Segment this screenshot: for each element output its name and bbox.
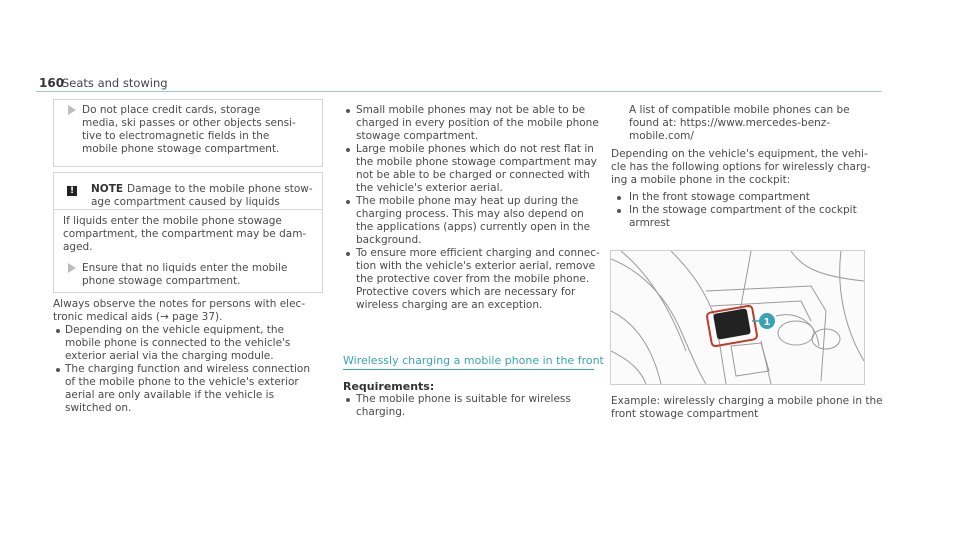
tip-box xyxy=(53,99,323,167)
link-underline xyxy=(343,369,594,370)
note-action-line: phone stowage compartment. xyxy=(82,275,241,287)
paragraph-line: tronic medical aids (→ page 37). xyxy=(53,311,223,323)
callout-number: 1 xyxy=(763,317,771,328)
list-item-line: background. xyxy=(356,234,422,246)
paragraph-line: Always observe the notes for persons with elec- xyxy=(53,298,306,310)
note-label: NOTE xyxy=(91,183,124,195)
list-item-line: Protective covers which are necessary for xyxy=(356,286,576,298)
note-header xyxy=(54,173,322,210)
list-item-line: switched on. xyxy=(65,402,132,414)
figure-caption-line: front stowage compartment xyxy=(611,408,759,420)
list-item-line: Large mobile phones which do not rest flat in xyxy=(356,143,594,155)
list-item-line: wireless charging are an exception. xyxy=(356,299,543,311)
list-item-line: mobile phone is connected to the vehicle's xyxy=(65,337,291,349)
page-number: 160 xyxy=(39,76,65,90)
paragraph-line: A list of compatible mobile phones can be xyxy=(629,104,850,116)
list-item-line: The charging function and wireless connection xyxy=(65,363,310,375)
note-heading-line: age compartment caused by liquids xyxy=(91,196,280,208)
figure-caption-line: Example: wirelessly charging a mobile phone in the xyxy=(611,395,883,407)
list-item-line: The mobile phone may heat up during the xyxy=(356,195,579,207)
bullet-icon xyxy=(617,209,621,213)
note-body-line: aged. xyxy=(63,241,93,253)
bullet-icon xyxy=(346,109,350,113)
list-item-line: exterior aerial via the charging module. xyxy=(65,350,274,362)
list-item-line: charging process. This may also depend on xyxy=(356,208,584,220)
list-item-line: charged in every position of the mobile phone xyxy=(356,117,599,129)
requirements-label: Requirements: xyxy=(343,380,435,393)
list-item-line: tion with the vehicle's exterior aerial, remove xyxy=(356,260,596,272)
paragraph-line: mobile.com/ xyxy=(629,130,694,142)
list-item-line: the mobile phone stowage compartment may xyxy=(356,156,597,168)
header-divider xyxy=(36,91,882,92)
mobile-phone-icon xyxy=(706,305,757,346)
list-item-line: To ensure more efficient charging and connec- xyxy=(356,247,600,259)
bullet-icon xyxy=(346,200,350,204)
bullet-icon xyxy=(346,398,350,402)
bullet-icon xyxy=(617,196,621,200)
paragraph-line: found at: https://www.mercedes-benz- xyxy=(629,117,831,129)
note-box xyxy=(53,172,323,293)
cockpit-line-drawing xyxy=(611,251,864,384)
section-link-wireless-charging[interactable]: Wirelessly charging a mobile phone in the front xyxy=(343,354,604,367)
tip-line: mobile phone stowage compartment. xyxy=(82,143,280,155)
bullet-icon xyxy=(56,368,60,372)
action-arrow-icon xyxy=(68,105,76,115)
tip-line: tive to electromagnetic fields in the xyxy=(82,130,270,142)
note-heading-line: Damage to the mobile phone stow- xyxy=(127,183,313,195)
list-item-line: Small mobile phones may not be able to be xyxy=(356,104,586,116)
note-body-line: compartment, the compartment may be dam- xyxy=(63,228,307,240)
tip-line: media, ski passes or other objects sensi- xyxy=(82,117,296,129)
list-item-line: not be able to be charged or connected with xyxy=(356,169,590,181)
section-title: Seats and stowing xyxy=(62,76,168,90)
list-item-line: the vehicle's exterior aerial. xyxy=(356,182,503,194)
action-arrow-icon xyxy=(68,263,76,273)
list-item-line: The mobile phone is suitable for wireless xyxy=(356,393,571,405)
warning-icon: ! xyxy=(67,186,77,196)
note-action-line: Ensure that no liquids enter the mobile xyxy=(82,262,288,274)
note-body-line: If liquids enter the mobile phone stowage xyxy=(63,215,282,227)
bullet-icon xyxy=(346,148,350,152)
list-item-line: Depending on the vehicle equipment, the xyxy=(65,324,285,336)
list-item-line: aerial are only available if the vehicle is xyxy=(65,389,275,401)
list-item-line: armrest xyxy=(629,217,670,229)
figure-wireless-charging-illustration xyxy=(610,250,865,385)
list-item-line: In the front stowage compartment xyxy=(629,191,810,203)
list-item-line: the applications (apps) currently open in the xyxy=(356,221,591,233)
bullet-icon xyxy=(346,252,350,256)
tip-line: Do not place credit cards, storage xyxy=(82,104,261,116)
paragraph-line: Depending on the vehicle's equipment, the vehi- xyxy=(611,148,868,160)
paragraph-line: ing a mobile phone in the cockpit: xyxy=(611,174,791,186)
list-item-line: the protective cover from the mobile phone. xyxy=(356,273,590,285)
list-item-line: charging. xyxy=(356,406,406,418)
bullet-icon xyxy=(56,329,60,333)
paragraph-line: cle has the following options for wirelessly charg- xyxy=(611,161,871,173)
list-item-line: of the mobile phone to the vehicle's exterior xyxy=(65,376,299,388)
list-item-line: stowage compartment. xyxy=(356,130,479,142)
list-item-line: In the stowage compartment of the cockpit xyxy=(629,204,857,216)
